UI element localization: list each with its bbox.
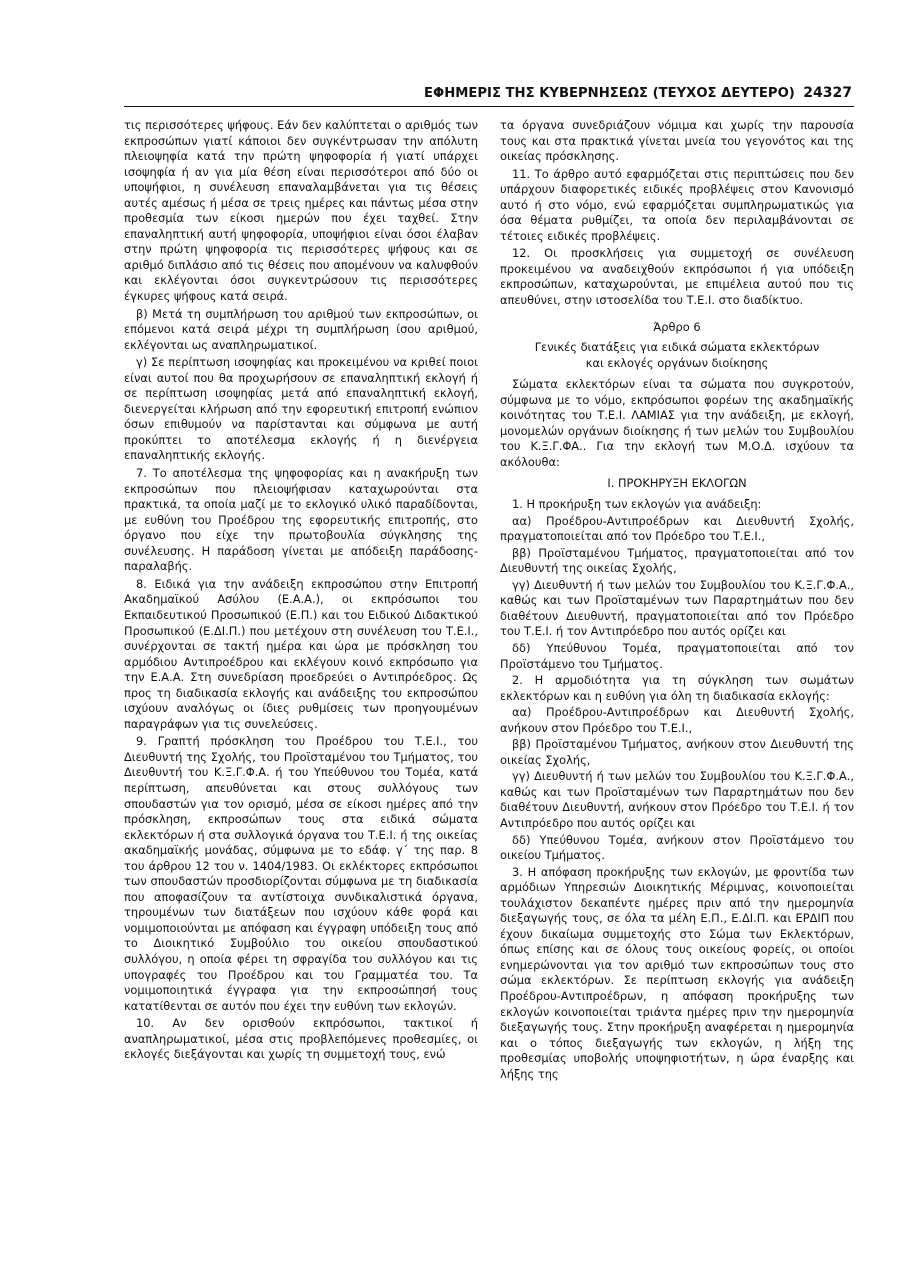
paragraph: 9. Γραπτή πρόσκληση του Προέδρου του Τ.Ε.Ι., του Διευθυντή της Σχολής, του Προϊσταμένου του Τμήματος, του Διευθυντή του Κ.Ξ.Γ.Φ.Α. ή του Υπεύθυνου του Τομέα, κατά περίπτωση, απευθύνεται και στους συλλόγους των σπουδαστών για τον ορισμό, μέσα σε είκοσι ημέρες από την πρόσκληση, εκπροσώπων τους στα ειδικά σώματα εκλεκτόρων ή στα συλλογικά όργανα του Τ.Ε.Ι. ή της οικείας ακαδημαϊκής μονάδας, σύμφωνα με το εδάφ. γ΄ της παρ. 8 του άρθρου 12 του ν. 1404/1983. Οι εκλέκτορες εκπρόσωποι των σπουδαστών προσδιορίζονται σύμφωνα με τη διαδικασία που αποφασίζουν τα αντίστοιχα συνδικαλιστικά όργανα, τηρουμένων των διατάξεων που ισχύουν κάθε φορά και νομιμοποιούνται με απόφαση και έγγραφη υπόδειξη τους από το Διοικητικό Συμβούλιο του οικείου σπουδαστικού συλλόγου, η οποία φέρει τη σφραγίδα του συλλόγου και τις υπογραφές του Προέδρου και του Γραμματέα του. Τα νομιμοποιητικά έγγραφα για την εκπροσώπησή τους κατατίθενται σε αυτόν που έχει την ευθύνη των εκλογών. xyxy=(124,734,478,1013)
paragraph: γ) Σε περίπτωση ισοψηφίας και προκειμένου να κριθεί ποιοι είναι αυτοί που θα προχωρήσουν σε επαναληπτική εκλογή ή σε περίπτωση ισοψηφίας μετά από επαναληπτική εκλογή, διενεργείται κλήρωση από την εφορευτική επιτροπή ενώπιον όσων επιθυμούν να παρίστανται και σύμφωνα με αυτή προκύπτει το αποτέλεσμα εκλογής ή η διενέργεια επαναληπτικής εκλογής. xyxy=(124,355,478,463)
paragraph: τις περισσότερες ψήφους. Εάν δεν καλύπτεται ο αριθμός των εκπροσώπων γιατί κάποιοι δεν συγκέντρωσαν την απόλυτη πλειοψηφία κατά την πρώτη ψηφοφορία ή γιατί υπάρχει ισοψηφία ή αν για μία θέση είναι περισσότεροι από δύο οι υποψήφιοι, η συνέλευση επαναλαμβάνεται για τις θέσεις αυτές αμέσως ή μέσα σε τρεις ημέρες και πάντως μέσα στην προθεσμία των είκοσι ημερών που έχει ταχθεί. Στην επαναληπτική αυτή ψηφοφορία, υποψήφιοι είναι όσοι έλαβαν στην πρώτη ψηφοφορία τις περισσότερες ψήφους και σε αριθμό διπλάσιο από τις θέσεις που απομένουν να καλυφθούν και εκλέγονται όσοι συγκεντρώσουν τις περισσότερες έγκυρες ψήφους κατά σειρά. xyxy=(124,118,478,304)
list-item: γγ) Διευθυντή ή των μελών του Συμβουλίου του Κ.Ξ.Γ.Φ.Α., καθώς και των Προϊσταμένων των Παραρτημάτων που δεν διαθέτουν Διευθυντή, πραγματοποιείται από τον Πρόεδρο του Τ.Ε.Ι. ή τον Αντιπρόεδρο που αυτός ορίζει και xyxy=(500,577,854,639)
paragraph: 8. Ειδικά για την ανάδειξη εκπροσώπου στην Επιτροπή Ακαδημαϊκού Ασύλου (Ε.Α.Α.), οι εκπρόσωποι του Εκπαιδευτικού Προσωπικού (Ε.Π.) και του Ειδικού Διδακτικού Προσωπικού (Ε.ΔΙ.Π.) που μετέχουν στη συνέλευση του Τ.Ε.Ι., συνέρχονται σε τακτή ημέρα και ώρα με πρόσκληση του αρμόδιου Αντιπροέδρου και εκλέγουν κοινό εκπρόσωπο για την Ε.Α.Α. Στη συνεδρίαση προεδρεύει ο Αντιπρόεδρος. Ως προς τη διαδικασία εκλογής και ανάδειξης του εκπροσώπου ισχύουν αναλόγως οι ίδιες ρυθμίσεις των προηγουμένων παραγράφων για τις συνελεύσεις. xyxy=(124,576,478,731)
header-rule xyxy=(124,106,854,107)
paragraph: 12. Οι προσκλήσεις για συμμετοχή σε συνέλευση προκειμένου να αναδειχθούν εκπρόσωποι ή για υπόδειξη εκπροσώπων, καταχωρούνται, με επιμέλεια αυτού που τις απευθύνει, στην ιστοσελίδα του Τ.Ε.Ι. στο διαδίκτυο. xyxy=(500,246,854,308)
article-title-line: και εκλογές οργάνων διοίκησης xyxy=(585,355,769,370)
article-title-line: Γενικές διατάξεις για ειδικά σώματα εκλεκτόρων xyxy=(534,340,820,355)
paragraph: 11. Το άρθρο αυτό εφαρμόζεται στις περιπτώσεις που δεν υπάρχουν διαφορετικές ειδικές προβλέψεις στον Κανονισμό αυτό ή στο νόμο, ενώ εφαρμόζεται συμπληρωματικώς για όσα θέματα ρυθμίζει, τα οποία δεν περιλαμβάνονται σε τέτοιες ειδικές προβλέψεις. xyxy=(500,166,854,243)
paragraph: 10. Αν δεν ορισθούν εκπρόσωποι, τακτικοί ή αναπληρωματικοί, μέσα στις προβλεπόμενες προθεσμίες, οι εκλογές διεξάγονται και χωρίς τη συμμετοχή τους, ενώ xyxy=(124,1016,478,1062)
list-item: γγ) Διευθυντή ή των μελών του Συμβουλίου του Κ.Ξ.Γ.Φ.Α., καθώς και των Προϊσταμένων των Παραρτημάτων που δεν διαθέτουν Διευθυντή, ανήκουν στον Πρόεδρο του Τ.Ε.Ι. ή τον Αντιπρόεδρο που αυτός ορίζει και xyxy=(500,769,854,830)
article-intro: Σώματα εκλεκτόρων είναι τα σώματα που συγκροτούν, σύμφωνα με το νόμο, εκπρόσωποι φορέων της ακαδημαϊκής κοινότητας του Τ.Ε.Ι. ΛΑΜΙΑΣ για την ανάδειξη, με εκλογή, μονομελών οργάνων διοίκησης ή των μελών του Συμβουλίου του Κ.Ξ.Γ.ΦΑ.. Για την εκλογή των Μ.Ο.Δ. ισχύουν τα ακόλουθα: xyxy=(500,377,854,469)
paragraph: β) Μετά τη συμπλήρωση του αριθμού των εκπροσώπων, οι επόμενοι κατά σειρά μέχρι τη συμπλήρωση ίσου αριθμού, εκλέγονται ως αναπληρωματικοί. xyxy=(124,306,478,352)
paragraph: τα όργανα συνεδριάζουν νόμιμα και χωρίς την παρουσία τους και στα πρακτικά γίνεται μνεία του γεγονότος και της οικείας πρόσκλησης. xyxy=(500,118,854,164)
gazette-title: ΕΦΗΜΕΡΙΣ ΤΗΣ ΚΥΒΕΡΝΗΣΕΩΣ (ΤΕΥΧΟΣ ΔΕΥΤΕΡΟ) xyxy=(424,86,795,101)
list-item: 3. Η απόφαση προκήρυξης των εκλογών, με φροντίδα των αρμόδιων Υπηρεσιών Διοικητικής Μέριμνας, κοινοποιείται τουλάχιστον δεκαπέντε ημέρες πριν από την ημερομηνία διεξαγωγής τους, σε όλα τα μέλη Ε.Π., Ε.ΔΙ.Π. και ΕΡΔΙΠ που έχουν δικαίωμα συμμετοχής στο Σώμα των Εκλεκτόρων, όπως επίσης και σε όλους τους οικείους φορείς, οι οποίοι ενημερώνονται για τον αριθμό των εκπροσώπων τους στο σώμα εκλεκτόρων. Σε περίπτωση εκλογής για ανάδειξη Προέδρου-Αντιπροέδρων, η απόφαση προκήρυξης των εκλογών κοινοποιείται τριάντα ημέρες πριν την ημερομηνία διεξαγωγής τους. Στην προκήρυξη αναφέρεται η ημερομηνία και ο τόπος διεξαγωγής των εκλογών, η λήξη της προθεσμίας υποβολής υποψηφιοτήτων, η ώρα έναρξης και λήξης της xyxy=(500,864,854,1081)
left-column xyxy=(124,118,478,1188)
list-item: αα) Προέδρου-Αντιπροέδρων και Διευθυντή Σχολής, ανήκουν στον Πρόεδρο του Τ.Ε.Ι., xyxy=(500,705,854,735)
section-title: Ι. ΠΡΟΚΗΡΥΞΗ ΕΚΛΟΓΩΝ xyxy=(607,476,747,491)
paragraph: 7. Το αποτέλεσμα της ψηφοφορίας και η ανακήρυξη των εκπροσώπων που πλειοψήφισαν καταχωρούνται στα πρακτικά, τα οποία μαζί με το εκλογικό υλικό παραδίδονται, με ευθύνη του Προέδρου της εφορευτικής επιτροπής, στο όργανο που είχε την πρωτοβουλία σύγκλησης της συνέλευσης. Η παράδοση γίνεται με απόδειξη παράδοσης-παραλαβής. xyxy=(124,466,478,574)
page-number: 24327 xyxy=(803,85,852,101)
list-item: δδ) Υπεύθυνου Τομέα, πραγματοποιείται από τον Προϊστάμενο του Τμήματος. xyxy=(500,640,854,671)
list-item: 2. Η αρμοδιότητα για τη σύγκληση των σωμάτων εκλεκτόρων και η ευθύνη για όλη τη διαδικασία εκλογής: xyxy=(500,673,854,703)
list-item: 1. Η προκήρυξη των εκλογών για ανάδειξη: xyxy=(512,497,762,512)
article-number: Άρθρο 6 xyxy=(653,319,701,334)
list-item: αα) Προέδρου-Αντιπροέδρων και Διευθυντή Σχολής, πραγματοποιείται από τον Πρόεδρο του Τ.Ε.Ι., xyxy=(500,513,854,544)
right-column xyxy=(500,118,854,1188)
list-item: ββ) Προϊσταμένου Τμήματος, πραγματοποιείται από τον Διευθυντή της οικείας Σχολής, xyxy=(500,545,854,576)
list-item: δδ) Υπεύθυνου Τομέα, ανήκουν στον Προϊστάμενο του οικείου Τμήματος. xyxy=(500,832,854,863)
page-header xyxy=(124,82,854,108)
list-item: ββ) Προϊσταμένου Τμήματος, ανήκουν στον Διευθυντή της οικείας Σχολής, xyxy=(500,737,854,767)
